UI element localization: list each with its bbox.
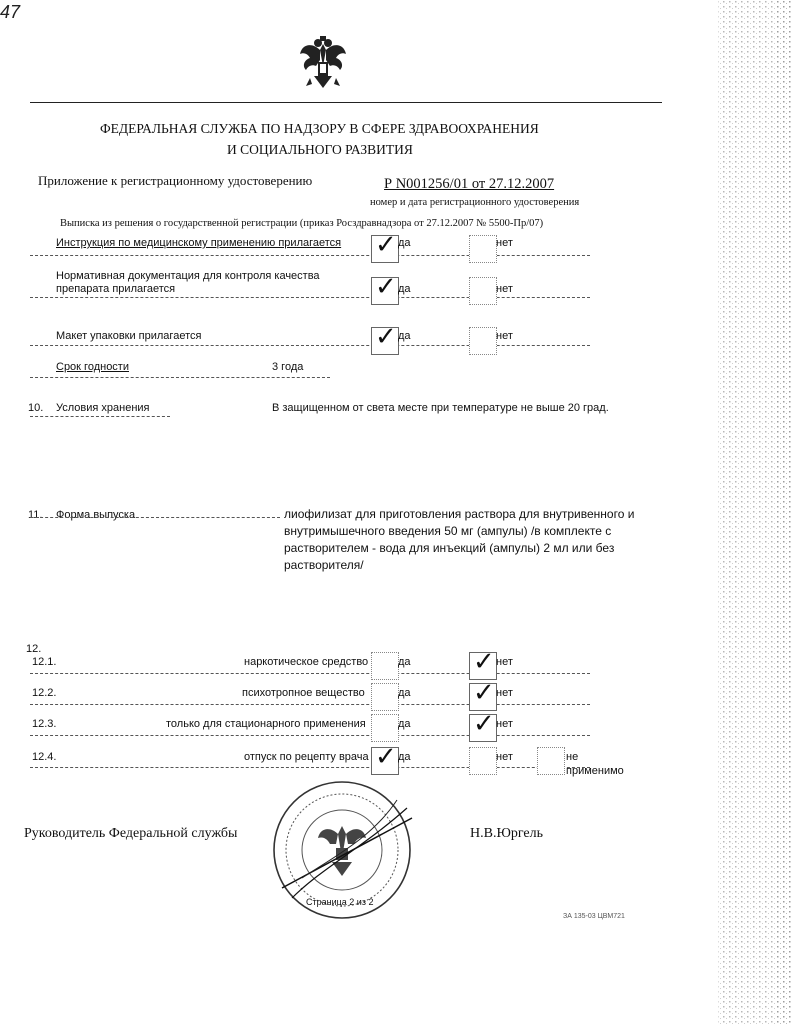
row-divider <box>30 377 330 378</box>
mockup-yes-label: да <box>398 330 411 342</box>
item-12-4-not-applicable-line-1: не <box>566 751 579 763</box>
release-form-line-3: растворителем - вода для инъекций (ампулы) 2 мл или без <box>284 541 615 555</box>
instruction-no-checkbox[interactable] <box>469 235 497 263</box>
corner-mark: 47 <box>0 2 21 22</box>
signatory-name: Н.В.Юргель <box>470 826 543 841</box>
instruction-label: Инструкция по медицинскому применению прилагается <box>56 237 342 249</box>
item-12-1-no-checkbox[interactable] <box>469 647 497 680</box>
shelf-life-label: Срок годности <box>56 361 129 373</box>
mockup-yes-checkbox[interactable] <box>371 322 399 355</box>
header-line-2: И СОЦИАЛЬНОГО РАЗВИТИЯ <box>227 142 413 157</box>
row-divider <box>30 517 280 518</box>
row-divider <box>30 673 590 674</box>
checkmark-icon: ✓ <box>473 647 495 677</box>
scan-edge-noise <box>656 0 791 1024</box>
checkmark-icon: ✓ <box>375 322 397 352</box>
header-rule <box>30 102 662 103</box>
normative-yes-checkbox[interactable] <box>371 272 399 305</box>
shelf-life-value: 3 года <box>272 361 304 373</box>
item-12-4-yes-label: да <box>398 751 411 763</box>
item-12-1-label: наркотическое средство <box>244 656 369 668</box>
checkmark-icon: ✓ <box>375 272 397 302</box>
item-12-4-yes-checkbox[interactable] <box>371 742 399 775</box>
instruction-yes-label: да <box>398 237 411 249</box>
item-12-1-yes-checkbox[interactable] <box>371 652 399 680</box>
normative-label-line-2: препарата прилагается <box>56 283 176 295</box>
checkmark-icon: ✓ <box>375 742 397 772</box>
item-12-4-number: 12.4. <box>32 751 57 763</box>
row-divider <box>30 297 590 298</box>
item-12-2-no-label: нет <box>496 687 513 699</box>
mockup-no-checkbox[interactable] <box>469 327 497 355</box>
item-12-4-label: отпуск по рецепту врача <box>244 751 369 763</box>
release-form-line-1: лиофилизат для приготовления раствора для внутривенного и <box>284 507 635 521</box>
release-form-line-2: внутримышечного введения 50 мг (ампулы) /в комплекте с <box>284 524 612 538</box>
row-divider <box>30 767 590 768</box>
mockup-label: Макет упаковки прилагается <box>56 330 202 342</box>
registration-caption: номер и дата регистрационного удостоверения <box>370 197 580 208</box>
signatory-role: Руководитель Федеральной службы <box>24 826 238 841</box>
header-line-1: ФЕДЕРАЛЬНАЯ СЛУЖБА ПО НАДЗОРУ В СФЕРЕ ЗДРАВООХРАНЕНИЯ <box>100 121 539 136</box>
item-12-3-label: только для стационарного применения <box>166 718 366 730</box>
checkmark-icon: ✓ <box>473 678 495 708</box>
release-form-line-4: растворителя/ <box>284 558 364 572</box>
coat-of-arms-icon <box>298 36 348 92</box>
instruction-yes-checkbox[interactable] <box>371 230 399 263</box>
annex-label: Приложение к регистрационному удостоверению <box>38 173 313 188</box>
item-12-1-no-label: нет <box>496 656 513 668</box>
item-12-4-no-label: нет <box>496 751 513 763</box>
instruction-no-label: нет <box>496 237 513 249</box>
item-12-2-number: 12.2. <box>32 687 57 699</box>
page-number: Страница 2 из 2 <box>306 897 374 907</box>
item-12-1-number: 12.1. <box>32 656 57 668</box>
item-12-4-not-applicable-line-2: применимо <box>566 765 624 777</box>
row-divider <box>30 704 590 705</box>
normative-label-line-1: Нормативная документация для контроля качества <box>56 270 320 282</box>
release-form-number: 11. <box>28 509 43 521</box>
item-12-3-no-checkbox[interactable] <box>469 709 497 742</box>
item-12-1-yes-label: да <box>398 656 411 668</box>
section-12-number: 12. <box>26 643 42 655</box>
item-12-2-label: психотропное вещество <box>242 687 365 699</box>
item-12-4-not-applicable-checkbox[interactable] <box>537 747 565 775</box>
row-divider <box>30 255 590 256</box>
storage-number: 10. <box>28 402 44 414</box>
row-divider <box>30 416 170 417</box>
row-divider <box>30 735 590 736</box>
checkmark-icon: ✓ <box>375 230 397 260</box>
normative-no-checkbox[interactable] <box>469 277 497 305</box>
registration-number: Р N001256/01 от 27.12.2007 <box>384 176 555 192</box>
form-code: ЗА 135-03 ЦВМ721 <box>563 913 625 920</box>
decision-extract: Выписка из решения о государственной регистрации (приказ Росздравнадзора от 27.12.2007 № 5500-Пр/07) <box>60 218 544 229</box>
item-12-3-yes-checkbox[interactable] <box>371 714 399 742</box>
item-12-2-yes-label: да <box>398 687 411 699</box>
mockup-no-label: нет <box>496 330 513 342</box>
normative-no-label: нет <box>496 283 513 295</box>
item-12-2-no-checkbox[interactable] <box>469 678 497 711</box>
item-12-4-no-checkbox[interactable] <box>469 747 497 775</box>
item-12-2-yes-checkbox[interactable] <box>371 683 399 711</box>
normative-yes-label: да <box>398 283 411 295</box>
item-12-3-yes-label: да <box>398 718 411 730</box>
checkmark-icon: ✓ <box>473 709 495 739</box>
item-12-3-no-label: нет <box>496 718 513 730</box>
storage-value: В защищенном от света месте при температуре не выше 20 град. <box>272 402 609 414</box>
storage-label: Условия хранения <box>56 402 150 414</box>
release-form-label: Форма выпуска <box>56 509 136 521</box>
item-12-3-number: 12.3. <box>32 718 57 730</box>
row-divider <box>30 345 590 346</box>
